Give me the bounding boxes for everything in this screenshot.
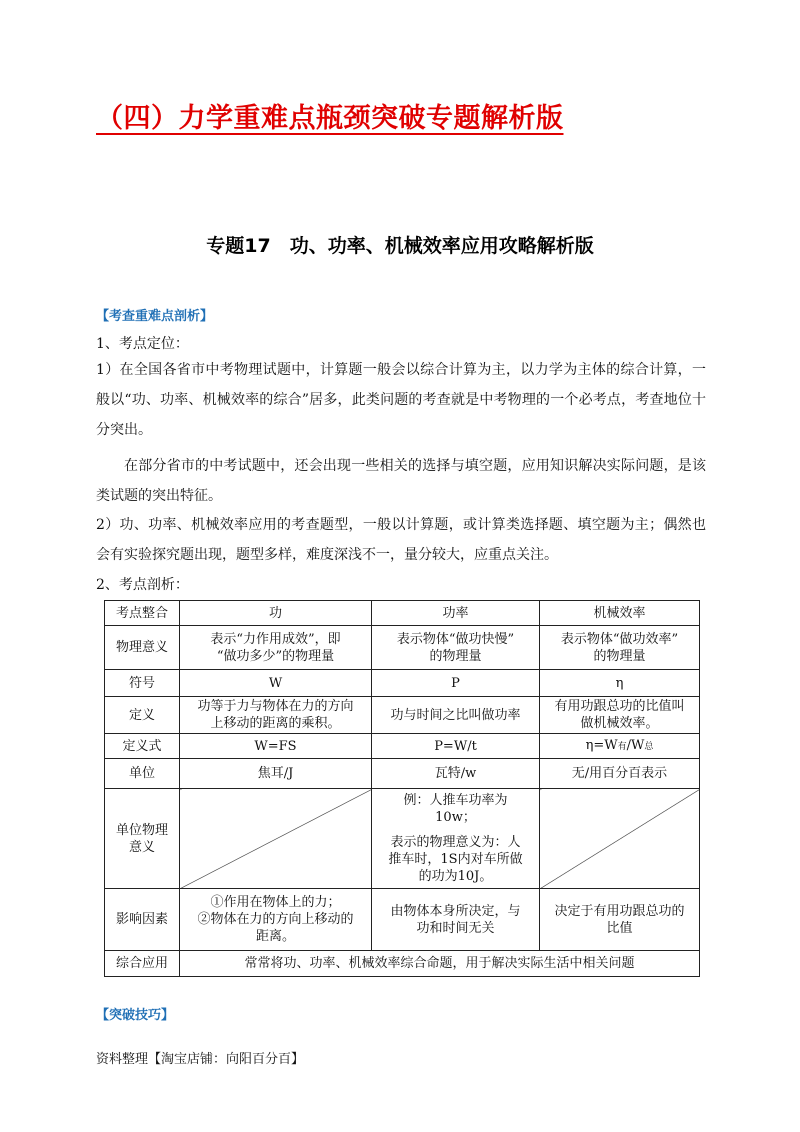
- table-row: [105, 697, 700, 734]
- table-row: [105, 626, 700, 670]
- table-cell: 表示物体“做功效率” 的物理量: [540, 626, 700, 670]
- header-cell: 功: [180, 601, 372, 626]
- table-row: [105, 789, 700, 889]
- table-cell: 决定于有用功跟总功的 比值: [540, 889, 700, 951]
- table-cell: 瓦特/w: [372, 759, 540, 789]
- row-label: 定义: [105, 697, 180, 734]
- row-label: 影响因素: [105, 889, 180, 951]
- table-cell: 焦耳/J: [180, 759, 372, 789]
- table-cell: 表示物体“做功快慢” 的物理量: [372, 626, 540, 670]
- table-cell: 由物体本身所决定，与 功和时间无关: [372, 889, 540, 951]
- row-label: 符号: [105, 670, 180, 697]
- table-cell: W: [180, 670, 372, 697]
- footer-note: 资料整理【淘宝店铺：向阳百分百】: [96, 1052, 305, 1067]
- table-cell: W=FS: [180, 734, 372, 759]
- header-cell: 考点整合: [105, 601, 180, 626]
- row-label: 综合应用: [105, 951, 180, 977]
- section-heading-tips: 【突破技巧】: [96, 1008, 175, 1023]
- row-label: 物理意义: [105, 626, 180, 670]
- item1-label: 1、考点定位：: [96, 336, 189, 352]
- row-label: 单位物理 意义: [105, 789, 180, 889]
- table-cell: 无/用百分百表示: [540, 759, 700, 789]
- table-cell: P: [372, 670, 540, 697]
- main-title: （四）力学重难点瓶颈突破专题解析版: [96, 103, 564, 134]
- table-cell: 表示“力作用成效”，即 “做功多少”的物理量: [180, 626, 372, 670]
- table-cell: η=W有/W总: [540, 734, 700, 759]
- table-cell: 例：人推车功率为 10w； 表示的物理意义为：人 推车时，1S内对车所做 的功为10J。: [372, 789, 540, 889]
- section-heading-analysis: 【考查重难点剖析】: [96, 309, 214, 324]
- table-row: [105, 951, 700, 977]
- item2-label: 2、考点剖析：: [96, 577, 189, 593]
- table-cell: P=W/t: [372, 734, 540, 759]
- row-label: 单位: [105, 759, 180, 789]
- table-cell: 功等于力与物体在力的方向 上移动的距离的乘积。: [180, 697, 372, 734]
- empty-diagonal-cell: [180, 789, 372, 889]
- sub-title: 专题17 功、功率、机械效率应用攻略解析版: [206, 235, 594, 257]
- key-points-table: [104, 600, 700, 977]
- row-label: 定义式: [105, 734, 180, 759]
- table-row: [105, 889, 700, 951]
- table-cell: 常常将功、功率、机械效率综合命题，用于解决实际生活中相关问题: [180, 951, 700, 977]
- table-cell: 有用功跟总功的比值叫 做机械效率。: [540, 697, 700, 734]
- paragraph-1: 1）在全国各省市中考物理试题中，计算题一般会以综合计算为主，以力学为主体的综合计算，一般以“功、功率、机械效率的综合”居多，此类问题的考查就是中考物理的一个必考点，考查地位十分突出。: [96, 362, 706, 438]
- header-cell: 功率: [372, 601, 540, 626]
- paragraph-2: 在部分省市的中考试题中，还会出现一些相关的选择与填空题，应用知识解决实际问题，是该类试题的突出特征。: [96, 458, 706, 504]
- table-cell: η: [540, 670, 700, 697]
- paragraph-3: 2）功、功率、机械效率应用的考查题型，一般以计算题，或计算类选择题、填空题为主；偶然也会有实验探究题出现，题型多样，难度深浅不一，量分较大，应重点关注。: [96, 517, 706, 563]
- table-cell: 功与时间之比叫做功率: [372, 697, 540, 734]
- table-header-row: [105, 601, 700, 626]
- header-cell: 机械效率: [540, 601, 700, 626]
- table-cell: ①作用在物体上的力； ②物体在力的方向上移动的 距离。: [180, 889, 372, 951]
- table-row: [105, 670, 700, 697]
- empty-diagonal-cell: [540, 789, 700, 889]
- table-row: [105, 734, 700, 759]
- table-row: [105, 759, 700, 789]
